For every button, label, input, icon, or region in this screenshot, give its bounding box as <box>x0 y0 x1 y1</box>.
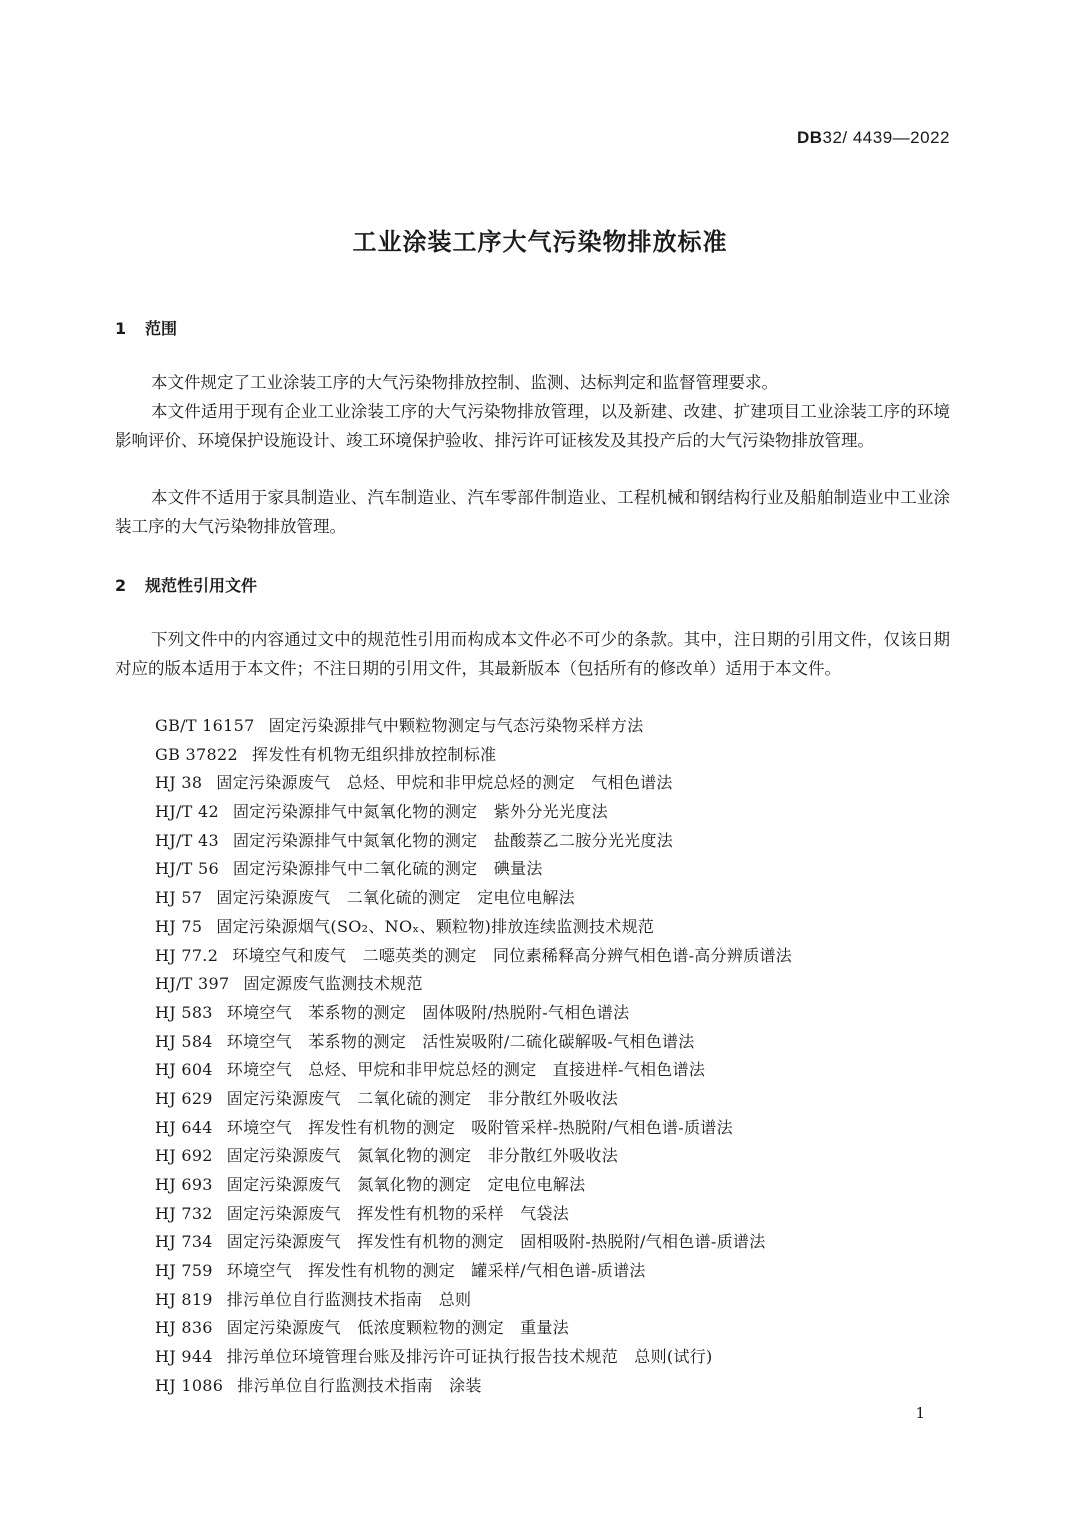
reference-code: HJ 734 <box>155 1232 213 1252</box>
reference-code: HJ/T 42 <box>155 802 219 822</box>
reference-item <box>155 827 792 856</box>
reference-item <box>155 913 792 942</box>
reference-name: 固定污染源排气中氮氧化物的测定 紫外分光光度法 <box>232 802 608 822</box>
reference-item <box>155 1314 792 1343</box>
section-1-paragraph-3: 本文件不适用于家具制造业、汽车制造业、汽车零部件制造业、工程机械和钢结构行业及船舶制造业中工业涂装工序的大气污染物排放管理。 <box>115 488 950 536</box>
reference-code: HJ 57 <box>155 888 203 908</box>
reference-item <box>155 798 792 827</box>
reference-item <box>155 1228 792 1257</box>
reference-item <box>155 1085 792 1114</box>
reference-code: HJ 692 <box>155 1146 213 1166</box>
doc-number-value: 32/ 4439—2022 <box>822 128 950 147</box>
reference-item <box>155 999 792 1028</box>
reference-code: HJ 75 <box>155 916 203 936</box>
reference-code: HJ 38 <box>155 773 203 793</box>
reference-name: 固定污染源烟气(SO₂、NOₓ、颗粒物)排放连续监测技术规范 <box>216 916 655 936</box>
page-number: 1 <box>915 1404 925 1422</box>
reference-list <box>155 712 792 1401</box>
reference-name: 排污单位自行监测技术指南 总则 <box>226 1289 472 1309</box>
reference-code: HJ 629 <box>155 1088 213 1108</box>
reference-name: 固定污染源排气中颗粒物测定与气态污染物采样方法 <box>268 716 644 735</box>
reference-item <box>155 1372 792 1401</box>
section-1-title: 范围 <box>145 319 178 338</box>
reference-name: 固定污染源废气 二氧化硫的测定 定电位电解法 <box>216 888 575 908</box>
reference-item <box>155 712 792 741</box>
reference-name: 固定污染源废气 氮氧化物的测定 定电位电解法 <box>226 1175 586 1194</box>
section-2-title: 规范性引用文件 <box>145 576 258 595</box>
reference-name: 环境空气 苯系物的测定 活性炭吸附/二硫化碳解吸-气相色谱法 <box>226 1031 695 1051</box>
reference-code: HJ 77.2 <box>155 945 219 965</box>
reference-name: 环境空气 挥发性有机物的测定 吸附管采样-热脱附/气相色谱-质谱法 <box>226 1117 733 1137</box>
reference-item <box>155 855 792 884</box>
reference-code: HJ 944 <box>155 1347 213 1367</box>
reference-code: HJ 836 <box>155 1318 213 1338</box>
reference-name: 环境空气 苯系物的测定 固体吸附/热脱附-气相色谱法 <box>226 1002 630 1022</box>
reference-name: 排污单位自行监测技术指南 涂装 <box>237 1375 482 1395</box>
reference-code: HJ/T 56 <box>155 859 219 879</box>
reference-item <box>155 970 792 999</box>
section-2-number: 2 <box>115 576 127 595</box>
reference-name: 固定污染源废气 挥发性有机物的采样 气袋法 <box>226 1203 570 1223</box>
reference-name: 挥发性有机物无组织排放控制标准 <box>251 744 497 764</box>
section-2-intro: 下列文件中的内容通过文中的规范性引用而构成本文件必不可少的条款。其中，注日期的引用文件，仅该日期对应的版本适用于本文件；不注日期的引用文件，其最新版本（包括所有的修改单）适用于本文件。 <box>115 630 950 678</box>
section-1-paragraph-1: 本文件规定了工业涂装工序的大气污染物排放控制、监测、达标判定和监督管理要求。 <box>151 373 778 392</box>
reference-item <box>155 1028 792 1057</box>
reference-name: 固定污染源废气 氮氧化物的测定 非分散红外吸收法 <box>226 1146 618 1166</box>
reference-name: 固定污染源废气 挥发性有机物的测定 固相吸附-热脱附/气相色谱-质谱法 <box>226 1232 766 1252</box>
reference-code: HJ 644 <box>155 1117 213 1137</box>
document-number <box>797 128 950 148</box>
section-2-heading <box>115 573 257 596</box>
reference-item <box>155 769 792 798</box>
section-1-paragraph-2: 本文件适用于现有企业工业涂装工序的大气污染物排放管理，以及新建、改建、扩建项目工业涂装工序的环境影响评价、环境保护设施设计、竣工环境保护验收、排污许可证核发及其投产后的大气污染物排放管理。 <box>115 402 950 450</box>
reference-name: 固定污染源排气中氮氧化物的测定 盐酸萘乙二胺分光光度法 <box>232 830 674 850</box>
reference-code: HJ/T 397 <box>155 974 230 994</box>
reference-name: 环境空气和废气 二噁英类的测定 同位素稀释高分辨气相色谱-高分辨质谱法 <box>232 945 793 965</box>
reference-item <box>155 1171 792 1200</box>
reference-name: 排污单位环境管理台账及排污许可证执行报告技术规范 总则(试行) <box>226 1347 713 1367</box>
reference-item <box>155 1200 792 1229</box>
reference-name: 环境空气 总烃、甲烷和非甲烷总烃的测定 直接进样-气相色谱法 <box>226 1060 706 1080</box>
reference-code: HJ 819 <box>155 1289 213 1309</box>
reference-item <box>155 942 792 971</box>
reference-item <box>155 1343 792 1372</box>
reference-name: 固定污染源废气 低浓度颗粒物的测定 重量法 <box>226 1318 570 1338</box>
reference-code: GB 37822 <box>155 744 238 764</box>
reference-name: 固定污染源废气 二氧化硫的测定 非分散红外吸收法 <box>226 1088 618 1108</box>
reference-item <box>155 1056 792 1085</box>
reference-code: HJ 604 <box>155 1060 213 1080</box>
reference-item <box>155 884 792 913</box>
reference-item <box>155 741 792 770</box>
reference-name: 环境空气 挥发性有机物的测定 罐采样/气相色谱-质谱法 <box>226 1261 646 1281</box>
reference-code: HJ 584 <box>155 1031 213 1051</box>
reference-code: HJ 693 <box>155 1175 213 1194</box>
reference-code: HJ 759 <box>155 1261 213 1281</box>
reference-item <box>155 1257 792 1286</box>
reference-item <box>155 1142 792 1171</box>
reference-code: HJ 1086 <box>155 1375 224 1395</box>
reference-code: HJ 583 <box>155 1002 213 1022</box>
section-1-heading <box>115 316 177 339</box>
doc-prefix: DB <box>796 128 823 147</box>
reference-code: HJ 732 <box>155 1203 213 1223</box>
reference-name: 固定污染源废气 总烃、甲烷和非甲烷总烃的测定 气相色谱法 <box>216 773 673 793</box>
reference-name: 固定源废气监测技术规范 <box>243 974 423 994</box>
reference-name: 固定污染源排气中二氧化硫的测定 碘量法 <box>232 859 543 879</box>
reference-code: HJ/T 43 <box>155 830 219 850</box>
page-title: 工业涂装工序大气污染物排放标准 <box>352 228 728 256</box>
reference-item <box>155 1286 792 1315</box>
reference-item <box>155 1114 792 1143</box>
section-1-number: 1 <box>115 319 127 338</box>
reference-code: GB/T 16157 <box>155 716 255 735</box>
